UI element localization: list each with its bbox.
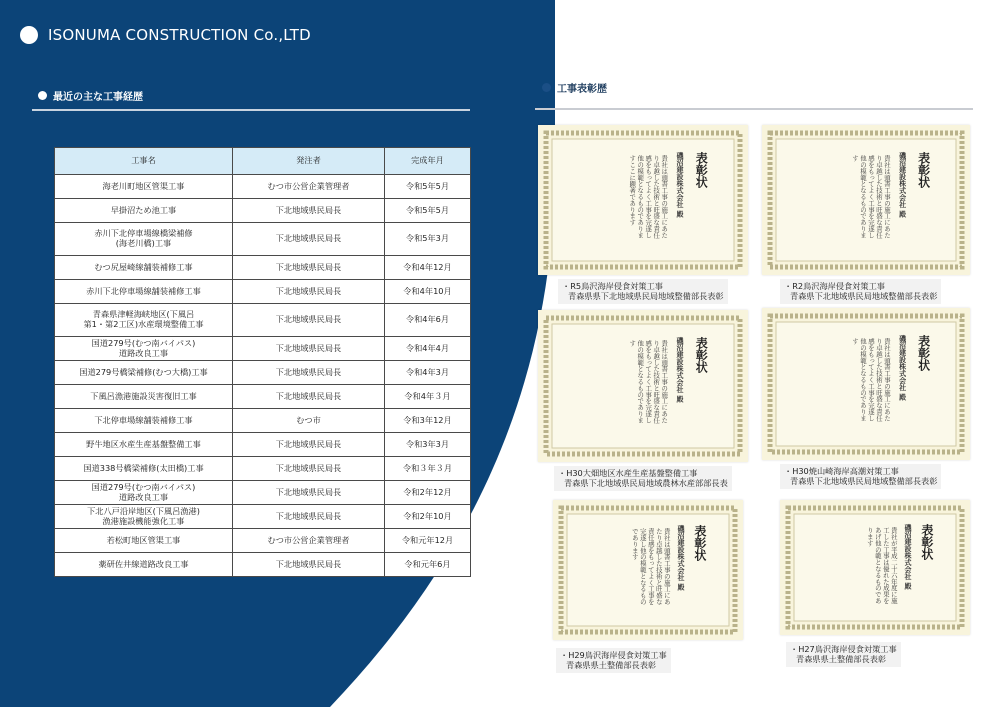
- certificate-title: 表彰状: [916, 335, 931, 372]
- cell-work-name: 赤川下北停車場線橋梁補修 (海老川橋)工事: [55, 223, 233, 256]
- award-certificate: [538, 310, 748, 462]
- cell-completion-date: 令和4年３月: [385, 385, 471, 409]
- bullet-icon: [20, 26, 38, 44]
- table-row: [55, 280, 471, 304]
- award-certificate: [762, 125, 970, 275]
- table-row: [55, 337, 471, 361]
- cell-completion-date: 令和2年10月: [385, 505, 471, 529]
- company-header: [20, 26, 311, 44]
- cell-client: 下北地域県民局長: [233, 505, 385, 529]
- cell-client: 下北地域県民局長: [233, 385, 385, 409]
- award-project-name: ・R2鳥沢海岸侵食対策工事: [784, 281, 885, 291]
- certificate-recipient: 磯沼建設株式会社 殿: [904, 524, 913, 590]
- cell-client: むつ市公営企業管理者: [233, 529, 385, 553]
- table-row: [55, 175, 471, 199]
- cell-work-name: 薬研佐井線道路改良工事: [55, 553, 233, 577]
- table-row: [55, 553, 471, 577]
- divider: [535, 108, 973, 110]
- cell-completion-date: 令和4年6月: [385, 304, 471, 337]
- award-project-name: ・H30焼山崎海岸高潮対策工事: [784, 466, 899, 476]
- works-section-heading: [38, 88, 143, 103]
- cell-completion-date: 令和３年３月: [385, 457, 471, 481]
- cell-completion-date: 令和3年3月: [385, 433, 471, 457]
- cell-work-name: 下北停車場線舗装補修工事: [55, 409, 233, 433]
- certificate-body: 貴社は頭書工事の施工にあたり卓越した技術と旺盛な責任感をもってよく工事を完遂し他の模範となるものであります: [850, 338, 891, 422]
- certificate-recipient: 磯沼建設株式会社 殿: [898, 152, 908, 218]
- certificate-body: 貴社は頭書工事の施工にあたり卓越した技術と旺盛な責任感をもってよく工事を完遂し他の模範となるものであります: [628, 340, 669, 424]
- award-caption: [780, 279, 941, 304]
- cell-completion-date: 令和4年10月: [385, 280, 471, 304]
- table-row: [55, 529, 471, 553]
- cell-work-name: 国道279号(むつ南バイパス) 道路改良工事: [55, 337, 233, 361]
- works-section-title: 最近の主な工事経歴: [53, 92, 143, 103]
- cell-completion-date: 令和3年12月: [385, 409, 471, 433]
- cell-work-name: 下北八戸沿岸地区(下風呂漁港) 漁港施設機能強化工事: [55, 505, 233, 529]
- cell-completion-date: 令和4年4月: [385, 337, 471, 361]
- award-issuer: 青森県下北地域県民局地域整備部長表彰: [790, 476, 938, 487]
- awards-section-title: 工事表彰歴: [557, 84, 607, 95]
- certificate-title: 表彰状: [692, 525, 707, 562]
- cell-work-name: 国道279号(むつ南バイパス) 道路改良工事: [55, 481, 233, 505]
- cell-completion-date: 令和4年3月: [385, 361, 471, 385]
- cell-completion-date: 令和4年12月: [385, 256, 471, 280]
- table-row: [55, 256, 471, 280]
- cell-client: 下北地域県民局長: [233, 280, 385, 304]
- certificate-recipient: 磯沼建設株式会社 殿: [676, 152, 685, 218]
- cell-completion-date: 令和5年5月: [385, 199, 471, 223]
- cell-completion-date: 令和2年12月: [385, 481, 471, 505]
- cell-client: 下北地域県民局長: [233, 223, 385, 256]
- table-row: [55, 385, 471, 409]
- cell-client: 下北地域県民局長: [233, 256, 385, 280]
- cell-work-name: 国道338号橋梁補修(太田橋)工事: [55, 457, 233, 481]
- cell-completion-date: 令和元年6月: [385, 553, 471, 577]
- cell-client: 下北地域県民局長: [233, 433, 385, 457]
- cell-client: 下北地域県民局長: [233, 304, 385, 337]
- certificate-title: 表彰状: [694, 152, 709, 188]
- certificate-title: 表彰状: [916, 152, 931, 188]
- cell-completion-date: 令和5年5月: [385, 175, 471, 199]
- award-caption: [556, 648, 671, 673]
- table-row: [55, 433, 471, 457]
- cell-work-name: 若松町地区管渠工事: [55, 529, 233, 553]
- cell-client: 下北地域県民局長: [233, 457, 385, 481]
- award-project-name: ・H27鳥沢海岸侵食対策工事: [790, 644, 897, 654]
- cell-client: 下北地域県民局長: [233, 553, 385, 577]
- table-row: [55, 481, 471, 505]
- cell-work-name: 野牛地区水産生産基盤整備工事: [55, 433, 233, 457]
- award-caption: [786, 642, 901, 667]
- column-header-work: 工事名: [55, 148, 233, 175]
- table-header-row: [55, 148, 471, 175]
- award-project-name: ・H29鳥沢海岸侵食対策工事: [560, 650, 667, 660]
- table-row: [55, 505, 471, 529]
- cell-work-name: 下風呂漁港施設災害復旧工事: [55, 385, 233, 409]
- award-caption: [558, 279, 728, 304]
- award-issuer: 青森県県土整備部長表彰: [796, 654, 887, 665]
- table-row: [55, 361, 471, 385]
- cell-work-name: 早掛沼ため池工事: [55, 199, 233, 223]
- award-issuer: 青森県県土整備部長表彰: [566, 660, 657, 671]
- cell-completion-date: 令和元年12月: [385, 529, 471, 553]
- cell-client: 下北地域県民局長: [233, 361, 385, 385]
- certificate-recipient: 磯沼建設株式会社 殿: [677, 525, 686, 591]
- certificate-recipient: 磯沼建設株式会社 殿: [676, 337, 685, 403]
- divider: [32, 109, 470, 111]
- cell-client: 下北地域県民局長: [233, 199, 385, 223]
- award-project-name: ・R5鳥沢海岸侵食対策工事: [562, 281, 663, 291]
- award-issuer: 青森県県下北地域県民局地域整備部長表彰: [568, 291, 724, 302]
- column-header-client: 発注者: [233, 148, 385, 175]
- cell-work-name: 青森県津軽海峡地区(下風呂 第1・第2工区)水産環境整備工事: [55, 304, 233, 337]
- certificate-recipient: 磯沼建設株式会社 殿: [898, 335, 908, 401]
- award-issuer: 青森県下北地域県民局地域整備部長表彰: [790, 291, 938, 302]
- table-row: [55, 223, 471, 256]
- bullet-icon: [38, 91, 47, 100]
- certificate-body: 貴社は頭書工事の施工にあたり卓越した技術と旺盛な責任感をもってよく工事を完遂し他の模範となるものであります: [630, 528, 671, 605]
- cell-work-name: 国道279号橋梁補修(むつ大橋)工事: [55, 361, 233, 385]
- award-certificate: [762, 308, 970, 460]
- column-header-date: 完成年月: [385, 148, 471, 175]
- table-row: [55, 304, 471, 337]
- table-row: [55, 457, 471, 481]
- company-name: ISONUMA CONSTRUCTION Co.,LTD: [48, 26, 311, 44]
- award-caption: [780, 464, 941, 489]
- cell-completion-date: 令和5年3月: [385, 223, 471, 256]
- certificate-body: 貴社は頭書工事の施工にあたり卓越した技術と旺盛な責任感をもってよく工事を完遂し他の模範となるものでありますここに顕著であります: [628, 155, 669, 239]
- table-row: [55, 199, 471, 223]
- table-row: [55, 409, 471, 433]
- cell-work-name: 海老川町地区管渠工事: [55, 175, 233, 199]
- award-issuer: 青森県下北地域県民局地域農林水産部部長表: [564, 478, 728, 489]
- award-certificate: [780, 500, 970, 635]
- certificate-title: 表彰状: [694, 337, 709, 374]
- award-certificate: [553, 500, 743, 640]
- cell-work-name: 赤川下北停車場線舗装補修工事: [55, 280, 233, 304]
- awards-section-heading: [542, 80, 607, 95]
- works-table: [54, 147, 471, 577]
- cell-client: 下北地域県民局長: [233, 481, 385, 505]
- cell-work-name: むつ尻屋崎線舗装補修工事: [55, 256, 233, 280]
- cell-client: むつ市: [233, 409, 385, 433]
- award-project-name: ・H30大畑地区水産生産基盤整備工事: [558, 468, 698, 478]
- certificate-body: 貴社が平成二十六年度に施工した工事は優れた成果をあげ他の範となるものであります: [865, 527, 898, 604]
- cell-client: むつ市公営企業管理者: [233, 175, 385, 199]
- certificate-title: 表彰状: [919, 524, 934, 561]
- cell-client: 下北地域県民局長: [233, 337, 385, 361]
- bullet-icon: [542, 83, 551, 92]
- award-caption: [554, 466, 732, 491]
- award-certificate: [538, 125, 748, 275]
- certificate-body: 貴社は頭書工事の施工にあたり卓越した技術と旺盛な責任感をもってよく工事を完遂し他の模範となるものであります: [850, 155, 891, 239]
